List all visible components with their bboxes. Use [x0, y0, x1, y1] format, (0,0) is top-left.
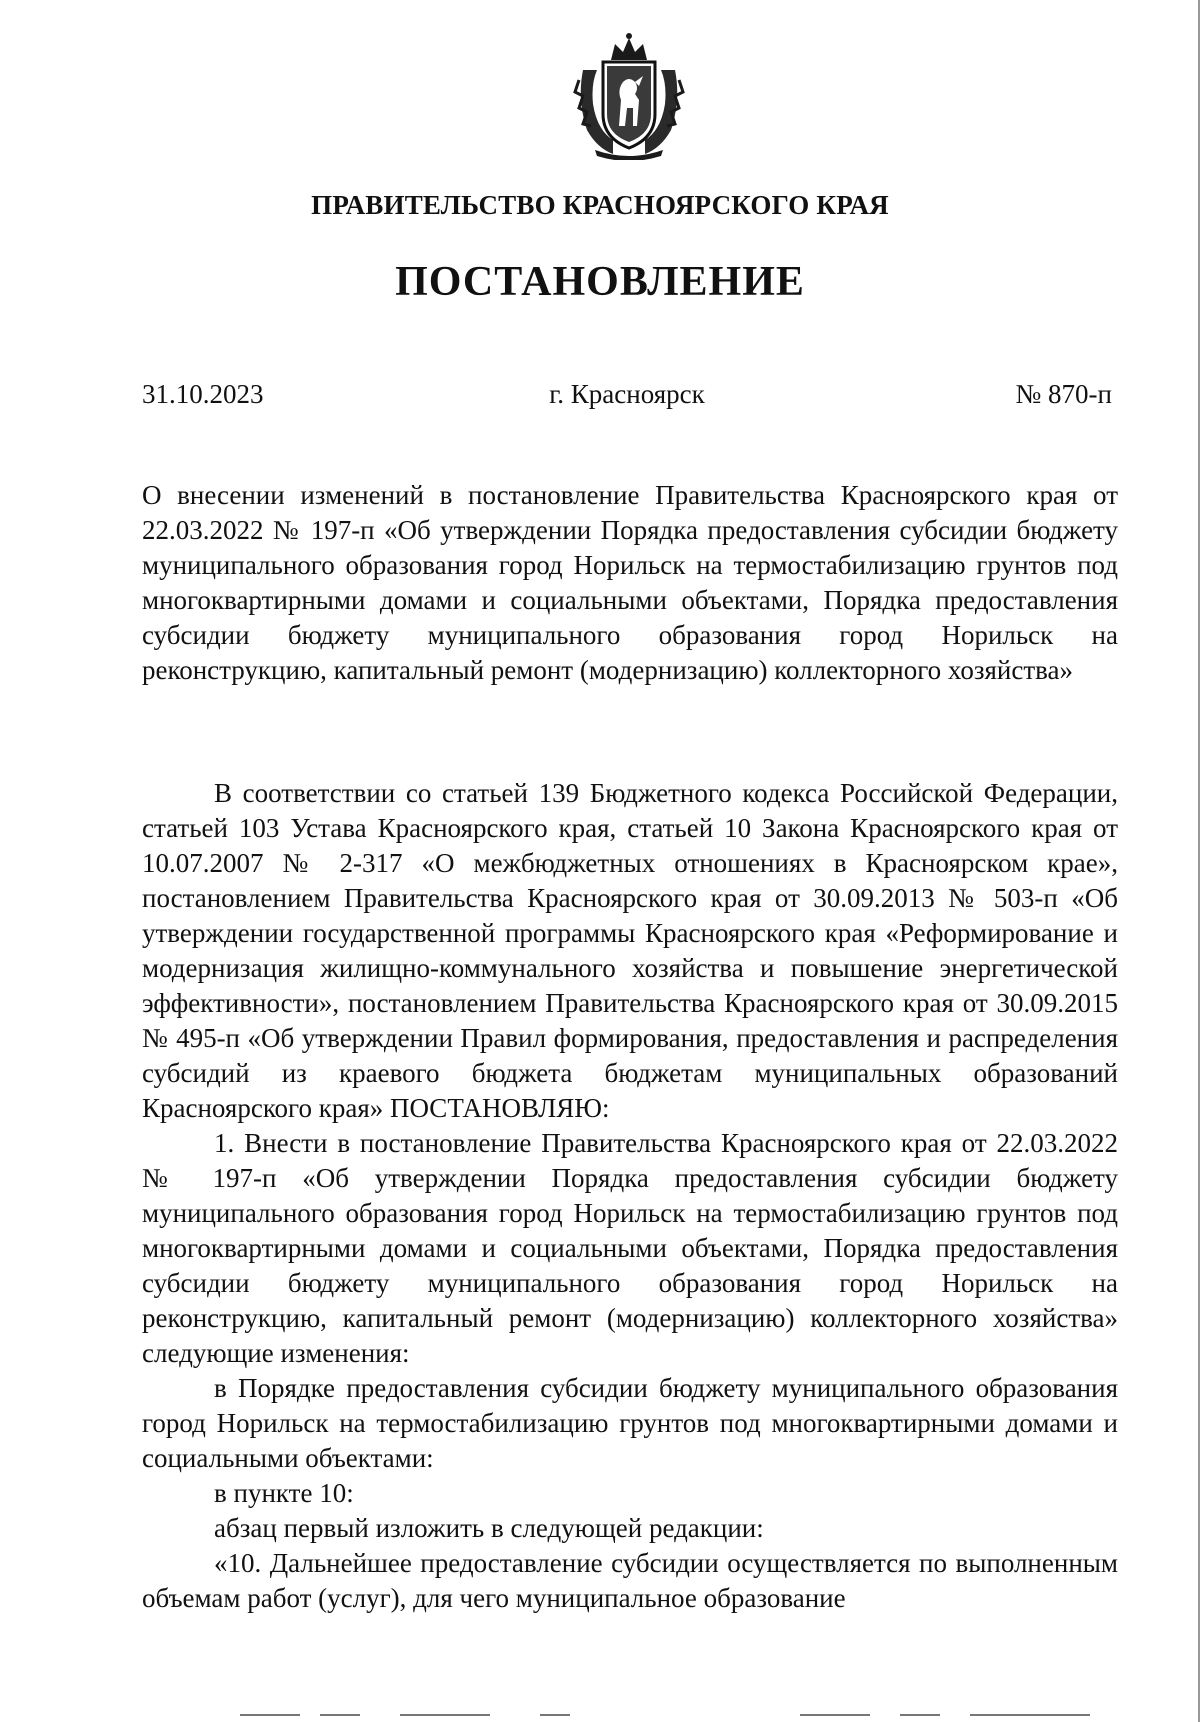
document-title-block [142, 478, 1118, 688]
document-city: г. Красноярск [549, 379, 705, 409]
document-meta [142, 379, 1112, 415]
document-type: ПОСТАНОВЛЕНИЕ [395, 259, 805, 305]
paragraph-first-line: абзац первый изложить в следующей редакции: [214, 1513, 764, 1543]
krasnoyarsk-coat-of-arms-icon [573, 30, 685, 160]
quote-start-paragraph: «10. Дальнейшее предоставление субсидии осуществляется по выполненным объемам работ (услуг), для чего муниципальное образование [142, 1548, 1118, 1613]
government-name: ПРАВИТЕЛЬСТВО КРАСНОЯРСКОГО КРАЯ [311, 190, 889, 220]
item-1-paragraph: 1. Внести в постановление Правительства Красноярского края от 22.03.2022 № 197-п «Об утверждении Порядка предоставления субсидии бюджету муниципального образования город Норильск на термостабилизацию грунтов под многоквартирными домами и социальными объектами, Порядка предоставления субсидии бюджету муниципального образования город Норильск на реконструкцию, капитальный ремонт (модернизацию) коллекторного хозяйства» следующие изменения: [142, 1128, 1118, 1368]
document-title: О внесении изменений в постановление Правительства Красноярского края от 22.03.2022 № 197-п «Об утверждении Порядка предоставления субсидии бюджету муниципального образования город Норильск на термостабилизацию грунтов под многоквартирными домами и социальными объектами, Порядка предоставления субсидии бюджету муниципального образования город Норильск на реконструкцию, капитальный ремонт (модернизацию) коллекторного хозяйства» [142, 480, 1118, 685]
preamble-paragraph: В соответствии со статьей 139 Бюджетного кодекса Российской Федерации, статьей 103 Устава Красноярского края, статьей 10 Закона Красноярского края от 10.07.2007 № 2-317 «О межбюджетных отношениях в Красноярском крае», постановлением Правительства Красноярского края от 30.09.2013 № 503-п «Об утверждении государственной программы Красноярского края «Реформирование и модернизация жилищно-коммунального хозяйства и повышение энергетической эффективности», постановлением Правительства Красноярского края от 30.09.2015 № 495-п «Об утверждении Правил формирования, предоставления и распределения субсидий из краевого бюджета бюджетам муниципальных образований Красноярского края» ПОСТАНОВЛЯЮ: [142, 778, 1118, 1123]
document-date: 31.10.2023 [142, 379, 264, 409]
scan-bottom-marks [240, 1714, 1100, 1717]
in-point-paragraph: в пункте 10: [214, 1478, 354, 1508]
document-body [142, 776, 1118, 1616]
document-number: № 870-п [1015, 379, 1112, 409]
in-order-paragraph: в Порядке предоставления субсидии бюджету муниципального образования город Норильск на термостабилизацию грунтов под многоквартирными домами и социальными объектами: [142, 1373, 1118, 1473]
